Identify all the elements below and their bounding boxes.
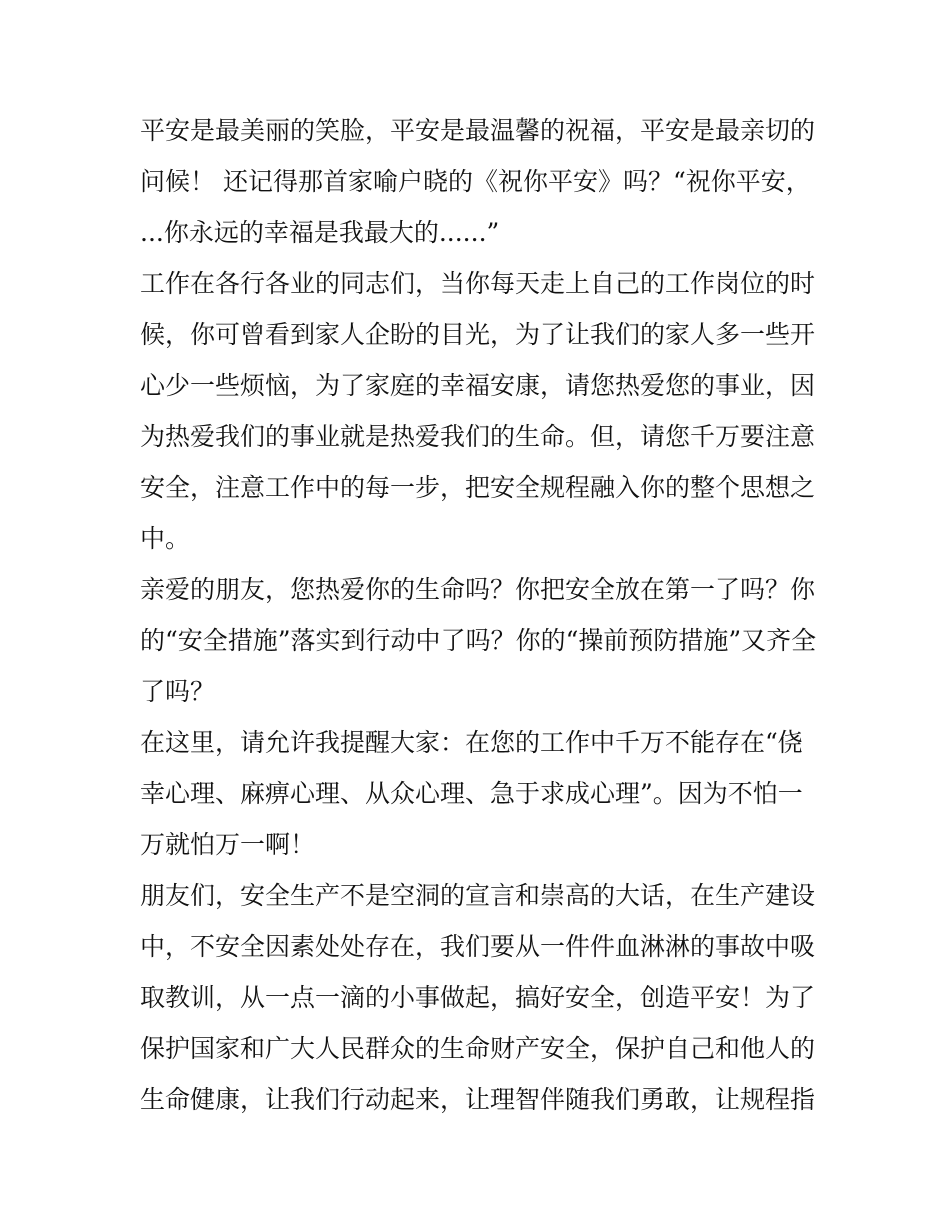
text-line: 工作在各行各业的同志们，当你每天走上自己的工作岗位的时 xyxy=(140,269,816,298)
text-line: 幸心理、麻痹心理、从众心理、急于求成心理”。因为不怕一 xyxy=(140,779,803,808)
text-line: 中，不安全因素处处存在，我们要从一件件血淋淋的事故中吸 xyxy=(140,932,816,961)
text-line: 平安是最美丽的笑脸，平安是最温馨的祝福，平安是最亲切的 xyxy=(140,116,816,145)
text-line: 心少一些烦恼，为了家庭的幸福安康，请您热爱您的事业，因 xyxy=(140,371,816,400)
text-line: ...你永远的幸福是我最大的......” xyxy=(140,218,500,247)
text-line: 的“安全措施”落实到行动中了吗？你的“操前预防措施”又齐全 xyxy=(140,626,817,655)
text-line: 保护国家和广大人民群众的生命财产安全，保护自己和他人的 xyxy=(140,1034,816,1063)
document-body xyxy=(140,105,816,1125)
text-line: 在这里，请允许我提醒大家：在您的工作中千万不能存在“侥 xyxy=(140,728,803,757)
text-line: 了吗？ xyxy=(140,677,216,706)
text-line: 中。 xyxy=(140,524,191,553)
text-line: 候，你可曾看到家人企盼的目光，为了让我们的家人多一些开 xyxy=(140,320,816,349)
text-line: 亲爱的朋友，您热爱你的生命吗？你把安全放在第一了吗？你 xyxy=(140,575,816,604)
text-line: 万就怕万一啊！ xyxy=(140,830,316,859)
text-line: 朋友们，安全生产不是空洞的宣言和崇高的大话，在生产建设 xyxy=(140,881,816,910)
text-line: 取教训，从一点一滴的小事做起，搞好安全，创造平安！为了 xyxy=(140,983,816,1012)
text-line: 问候！ 还记得那首家喻户晓的《祝你平安》吗？“祝你平安， xyxy=(140,167,811,196)
text-line: 安全，注意工作中的每一步，把安全规程融入你的整个思想之 xyxy=(140,473,816,502)
text-line: 为热爱我们的事业就是热爱我们的生命。但，请您千万要注意 xyxy=(140,422,816,451)
text-line: 生命健康，让我们行动起来，让理智伴随我们勇敢，让规程指 xyxy=(140,1085,816,1114)
